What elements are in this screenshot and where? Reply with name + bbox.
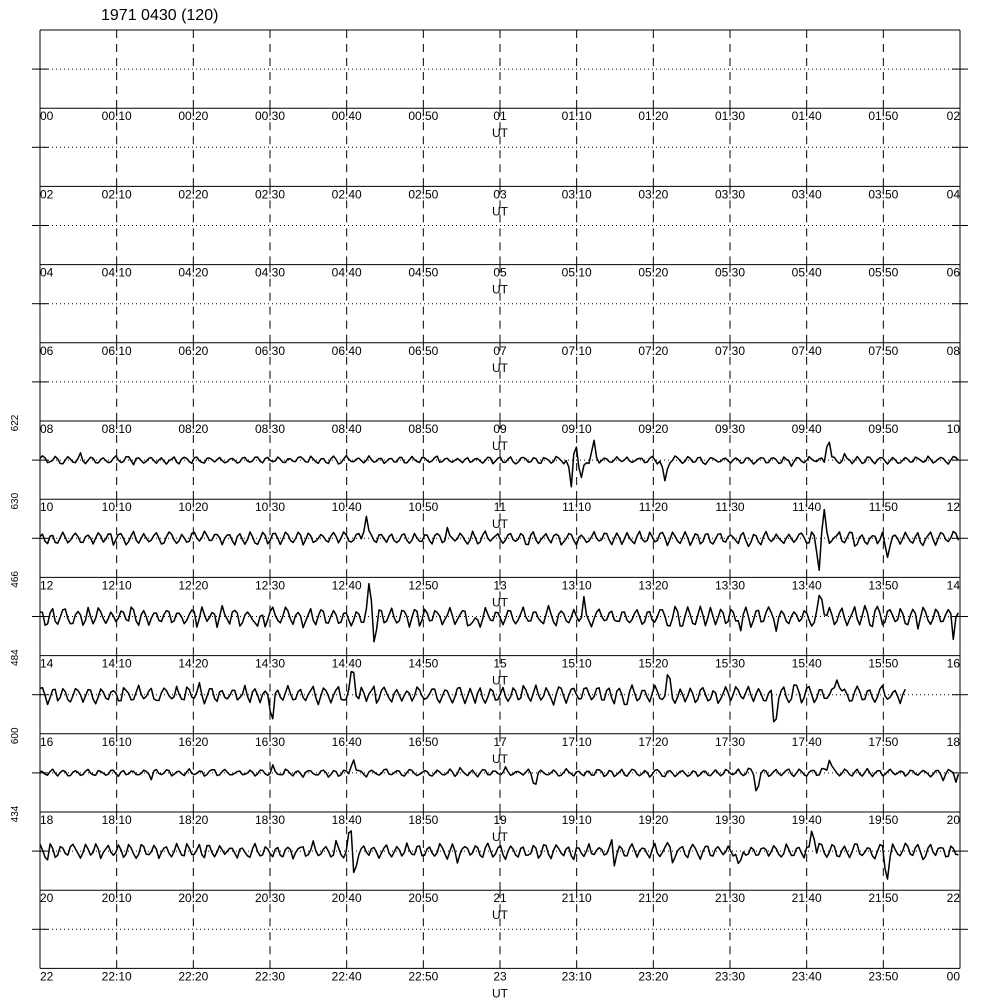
tick-label: 02:40 [331,187,362,202]
tick-label: 12:30 [254,578,286,593]
tick-label: 22:40 [331,969,362,984]
tick-label: 09:30 [714,422,746,436]
tick-label: 16:40 [331,734,362,749]
tick-label: 14:40 [331,656,362,671]
tick-label: 14:30 [254,656,286,671]
tick-label: 21:10 [561,891,592,906]
tick-label: 01:10 [561,109,592,124]
tick-label: 16:50 [408,734,439,749]
tick-label: 02:50 [408,187,439,202]
tick-label: 04 [946,187,960,202]
tick-label: 03 [493,187,507,202]
tick-label: 18:40 [331,813,362,827]
tick-label: 11 [493,500,507,515]
tick-label: 06:50 [408,343,439,358]
tick-label: 02 [40,187,54,202]
tick-label: 20 [946,813,960,827]
tick-label: 12:10 [101,578,132,593]
tick-label: 15:30 [714,656,746,671]
tick-label: 18:20 [178,813,209,827]
tick-label: 10:50 [408,500,439,515]
tick-label: 12 [946,500,960,515]
tick-label: 15:20 [638,656,669,671]
tick-label: 14:50 [408,656,439,671]
row-panel-6 [10,492,968,609]
tick-label: 17:10 [561,734,592,749]
row-side-label: 622 [10,414,21,432]
tick-label: 10 [946,422,960,436]
tick-label: 11:50 [868,500,898,515]
row-panel-8 [10,649,968,766]
tick-label: 03:40 [791,187,822,202]
tick-label: 02 [946,109,960,124]
tick-label: 10:20 [178,500,209,515]
tick-label: 18 [946,734,960,749]
tick-label: 22:30 [254,969,286,984]
x-axis-label: UT [492,126,508,141]
tick-label: 10 [40,500,54,515]
tick-label: 19:10 [561,813,592,827]
tick-label: 00:20 [178,109,209,124]
tick-label: 04:40 [331,265,362,280]
tick-label: 22 [40,969,54,984]
row-panel-11 [32,890,968,1000]
tick-label: 08 [40,422,54,436]
tick-label: 16:30 [254,734,286,749]
x-axis-label: UT [492,360,508,375]
tick-label: 11:30 [715,500,745,515]
tick-label: 07:40 [791,343,822,358]
tick-label: 14 [946,578,960,593]
tick-label: 02:10 [101,187,132,202]
tick-label: 02:30 [254,187,286,202]
tick-label: 21 [493,891,507,906]
tick-label: 13:30 [714,578,746,593]
tick-label: 17:50 [868,734,899,749]
row-panel-7 [10,571,968,688]
tick-label: 05:50 [868,265,899,280]
tick-label: 01:40 [791,109,822,124]
tick-label: 03:20 [638,187,669,202]
tick-label: 00:10 [101,109,132,124]
tick-label: 08:20 [178,422,209,436]
tick-label: 16 [40,734,54,749]
tick-label: 20:50 [408,891,439,906]
tick-label: 11:40 [792,500,822,515]
tick-label: 18 [40,813,54,827]
tick-label: 16:20 [178,734,209,749]
tick-label: 09:40 [791,422,822,436]
tick-label: 04:20 [178,265,209,280]
x-axis-label: UT [492,517,508,532]
tick-label: 05 [493,265,507,280]
tick-label: 03:50 [868,187,899,202]
tick-label: 19:40 [791,813,822,827]
tick-label: 11:20 [638,500,668,515]
tick-label: 05:10 [561,265,592,280]
row-panels [10,30,968,1000]
x-axis-label: UT [492,830,508,844]
tick-label: 23:40 [791,969,822,984]
tick-label: 23:30 [714,969,746,984]
tick-label: 02:20 [178,187,209,202]
tick-label: 00 [40,109,54,124]
tick-label: 06 [40,343,54,358]
tick-label: 14:20 [178,656,209,671]
x-axis-label: UT [492,673,508,688]
row-side-label: 434 [10,805,21,823]
tick-label: 15:40 [791,656,822,671]
tick-label: 09:10 [561,422,592,436]
x-axis-label: UT [492,439,508,453]
tick-label: 23 [493,969,507,984]
tick-label: 22:20 [178,969,209,984]
chart-title: 1971 0430 (120) [101,7,219,24]
waveform-trace [40,672,905,722]
tick-label: 15 [493,656,507,671]
tick-label: 00 [946,969,960,984]
tick-label: 21:30 [714,891,746,906]
tick-label: 20:20 [178,891,209,906]
tick-label: 06:40 [331,343,362,358]
tick-label: 05:40 [791,265,822,280]
tick-label: 01 [493,109,507,124]
tick-label: 03:10 [561,187,592,202]
tick-label: 19:30 [714,813,746,827]
x-axis-label: UT [492,282,508,297]
tick-label: 04:30 [254,265,286,280]
tick-label: 15:50 [868,656,899,671]
tick-label: 15:10 [561,656,592,671]
tick-label: 03:30 [714,187,746,202]
tick-label: 18:50 [408,813,439,827]
tick-label: 20:10 [101,891,132,906]
tick-label: 07:30 [714,343,746,358]
tick-label: 04:10 [101,265,132,280]
row-side-label: 484 [10,649,21,666]
tick-label: 20:30 [254,891,286,906]
tick-label: 16 [946,656,960,671]
tick-label: 14 [40,656,54,671]
tick-label: 07:50 [868,343,899,358]
tick-label: 08:40 [331,422,362,436]
x-axis-label: UT [492,595,508,610]
tick-label: 17:40 [791,734,822,749]
tick-label: 07:10 [561,343,592,358]
tick-label: 10:40 [331,500,362,515]
tick-label: 13 [493,578,507,593]
tick-label: 12:20 [178,578,209,593]
tick-label: 22:10 [101,969,132,984]
tick-label: 08:10 [101,422,132,436]
tick-label: 06:10 [101,343,132,358]
tick-label: 06:20 [178,343,209,358]
tick-label: 06:30 [254,343,286,358]
row-side-label: 466 [10,571,21,588]
tick-label: 12:50 [408,578,439,593]
tick-label: 19:20 [638,813,669,827]
tick-label: 04:50 [408,265,439,280]
tick-label: 11:10 [562,500,592,515]
tick-label: 08:30 [254,422,286,436]
tick-label: 17:20 [638,734,669,749]
tick-label: 13:50 [868,578,899,593]
tick-label: 23:20 [638,969,669,984]
tick-label: 21:20 [638,891,669,906]
row-side-label: 600 [10,727,21,745]
tick-label: 10:10 [101,500,132,515]
tick-label: 09:50 [868,422,899,436]
tick-label: 01:20 [638,109,669,124]
row-panel-9 [10,727,968,844]
tick-label: 08 [946,343,960,358]
tick-label: 13:40 [791,578,822,593]
tick-label: 22 [946,891,960,906]
tick-label: 09:20 [638,422,669,436]
tick-label: 17 [493,734,507,749]
tick-label: 00:40 [331,109,362,124]
x-axis-label: UT [492,908,508,923]
tick-label: 13:20 [638,578,669,593]
tick-label: 19:50 [868,813,899,827]
x-axis-label: UT [492,986,508,1000]
tick-label: 12:40 [331,578,362,593]
tick-label: 10:30 [254,500,286,515]
tick-label: 04 [40,265,54,280]
tick-label: 23:50 [868,969,899,984]
tick-label: 07:20 [638,343,669,358]
tick-label: 14:10 [101,656,132,671]
tick-label: 19 [493,813,507,827]
tick-label: 21:40 [791,891,822,906]
tick-label: 20 [40,891,54,906]
tick-label: 22:50 [408,969,439,984]
tick-label: 16:10 [101,734,132,749]
tick-label: 18:10 [101,813,132,827]
tick-label: 23:10 [561,969,592,984]
tick-label: 09 [493,422,507,436]
tick-label: 08:50 [408,422,439,436]
tick-label: 06 [946,265,960,280]
tick-label: 17:30 [714,734,746,749]
row-side-label: 630 [10,492,21,510]
tick-label: 01:30 [714,109,746,124]
tick-label: 21:50 [868,891,899,906]
x-axis-label: UT [492,204,508,219]
tick-label: 00:30 [254,109,286,124]
tick-label: 07 [493,343,507,358]
tick-label: 13:10 [561,578,592,593]
tick-label: 05:30 [714,265,746,280]
tick-label: 12 [40,578,54,593]
tick-label: 00:50 [408,109,439,124]
tick-label: 18:30 [254,813,286,827]
row-panel-10 [10,805,968,922]
x-axis-label: UT [492,751,508,766]
tick-label: 20:40 [331,891,362,906]
tick-label: 05:20 [638,265,669,280]
tick-label: 01:50 [868,109,899,124]
